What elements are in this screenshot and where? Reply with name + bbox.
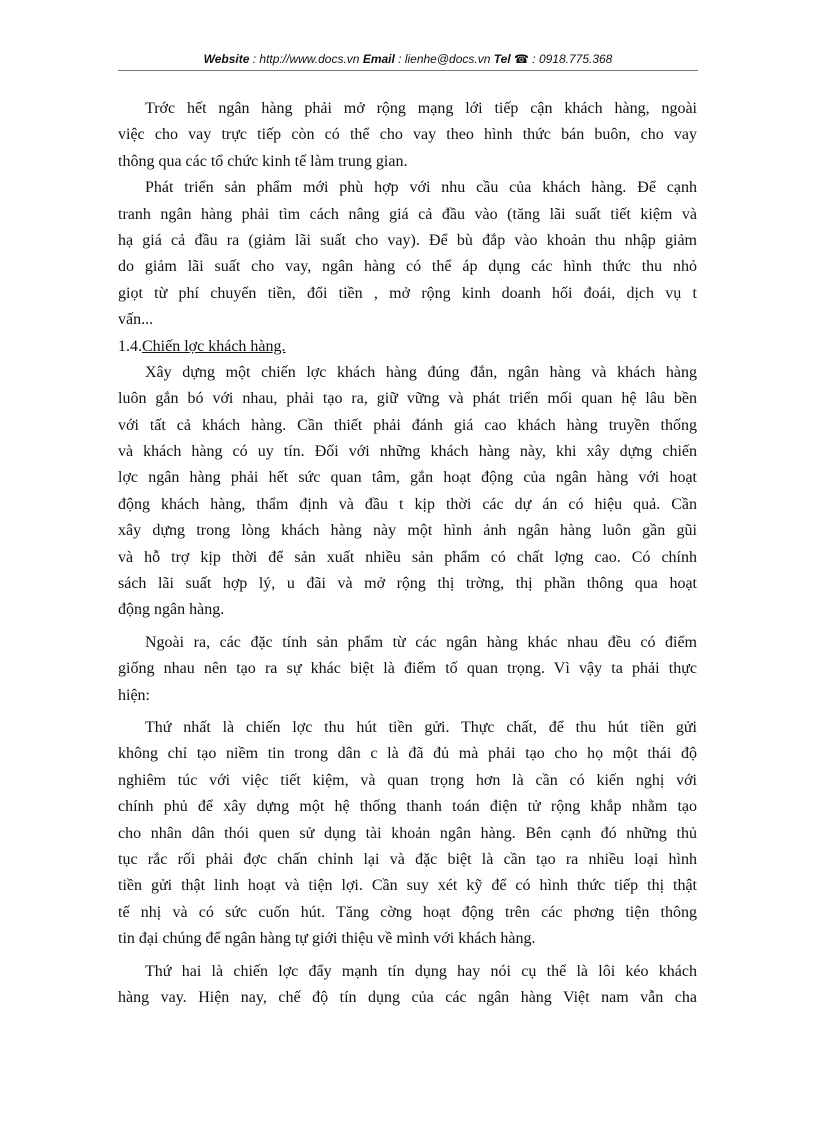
paragraph <box>118 959 697 1012</box>
paragraph <box>118 360 697 624</box>
text-line: động khách hàng, thẩm định và đầu t kịp thời các dự án có hiệu quả. Cần <box>118 495 697 513</box>
text-line: tranh ngân hàng phải tìm cách nâng giá cả đầu vào (tăng lãi suất tiết kiệm và <box>118 205 697 223</box>
text-line: với tất cả khách hàng. Cần thiết phải đánh giá cao khách hàng truyền thống <box>118 416 697 434</box>
text-line: chính phủ để xây dựng một hệ thống thanh toán điện tử rộng khắp nhằm tạo <box>118 798 697 816</box>
section-heading <box>118 334 697 360</box>
text-line: do giảm lãi suất cho vay, ngân hàng có thể áp dụng các hình thức thu nhỏ <box>118 258 697 276</box>
text-line: và khách hàng có uy tín. Đối với những khách hàng này, khi xây dựng chiến <box>118 443 697 461</box>
text-line: Xây dựng một chiến lợc khách hàng đúng đắn, ngân hàng và khách hàng <box>145 363 697 381</box>
tel-value: : 0918.775.368 <box>528 52 613 66</box>
heading-number: 1.4. <box>118 337 142 355</box>
text-line: hàng vay. Hiện nay, chế độ tín dụng của các ngân hàng Việt nam vẫn cha <box>118 988 697 1006</box>
email-label: Email <box>362 52 395 66</box>
text-line: tục rắc rối phải đợc chấn chỉnh lại và đặc biệt là cần tạo ra nhiều loại hình <box>118 850 697 868</box>
text-line: tế nhị và có sức cuốn hút. Tăng cờng hoạt động trên các phơng tiện thông <box>118 903 697 921</box>
text-line: thông qua các tổ chức kinh tế làm trung gian. <box>118 152 408 170</box>
text-line: Ngoài ra, các đặc tính sản phẩm từ các ngân hàng khác nhau đều có điểm <box>145 633 697 651</box>
text-line: Thứ hai là chiến lợc đẩy mạnh tín dụng hay nói cụ thể là lôi kéo khách <box>145 962 697 980</box>
text-line: cho nhân dân thói quen sử dụng tài khoản ngân hàng. Bên cạnh đó những thủ <box>118 824 697 842</box>
email-value: : lienhe@docs.vn <box>394 52 494 66</box>
text-line: luôn gắn bó với nhau, phải tạo ra, giữ vững và phát triển mối quan hệ lâu bền <box>118 390 697 408</box>
phone-icon: ☎ <box>513 52 529 66</box>
website-value: : http://www.docs.vn <box>249 52 363 66</box>
header-divider <box>118 70 698 71</box>
text-line: Trớc hết ngân hàng phải mở rộng mạng lới tiếp cận khách hàng, ngoài <box>145 100 697 117</box>
text-line: và hỗ trợ kịp thời để sản xuất nhiều sản phẩm có chất lợng cao. Có chính <box>118 548 697 566</box>
paragraph <box>118 630 697 709</box>
text-line: Thứ nhất là chiến lợc thu hút tiền gửi. Thực chất, để thu hút tiền gửi <box>145 718 697 736</box>
paragraph <box>118 715 697 953</box>
text-line: vấn... <box>118 311 154 329</box>
text-line: hiện: <box>118 686 150 704</box>
text-line: Phát triển sản phẩm mới phù hợp với nhu cầu của khách hàng. Để cạnh <box>145 179 697 197</box>
page-header <box>0 52 816 66</box>
heading-line <box>118 334 697 360</box>
text-line: tiền gửi thật linh hoạt và tiện lợi. Cần suy xét kỹ để có hình thức tiếp thị thật <box>118 877 697 895</box>
text-line: động ngân hàng. <box>118 601 225 619</box>
tel-label: Tel <box>493 52 511 66</box>
document-body <box>118 96 697 1011</box>
website-label: Website <box>203 52 250 66</box>
heading-text: Chiến lợc khách hàng. <box>142 337 286 355</box>
text-line: tin đại chúng để ngân hàng tự giới thiệu về mình với khách hàng. <box>118 930 536 948</box>
paragraph <box>118 175 697 333</box>
text-line: giống nhau nên tạo ra sự khác biệt là điểm tố quan trọng. Vì vậy ta phải thực <box>118 660 697 678</box>
text-line: sách lãi suất hợp lý, u đãi và mở rộng thị trờng, thị phần thông qua hoạt <box>118 575 697 593</box>
text-line: việc cho vay trực tiếp còn có thể cho vay theo hình thức bán buôn, cho vay <box>118 126 697 144</box>
text-line: xây dựng trong lòng khách hàng này một hình ảnh ngân hàng luôn gần gũi <box>118 522 697 540</box>
paragraph <box>118 96 697 175</box>
text-line: không chỉ tạo niềm tin trong dân c là đã đủ mà phải tạo cho họ một thái độ <box>118 745 697 763</box>
text-line: giọt từ phí chuyển tiền, đổi tiền , mở rộng kinh doanh hối đoái, dịch vụ t <box>118 284 697 302</box>
text-line: nghiêm túc với việc tiết kiệm, và quan trọng hơn là cần có kiến nghị với <box>118 771 697 789</box>
text-line: lợc ngân hàng phải hết sức quan tâm, gắn hoạt động của ngân hàng với hoạt <box>118 469 697 487</box>
text-line: hạ giá cả đầu ra (giảm lãi suất cho vay). Để bù đắp vào khoản thu nhập giảm <box>118 231 697 249</box>
